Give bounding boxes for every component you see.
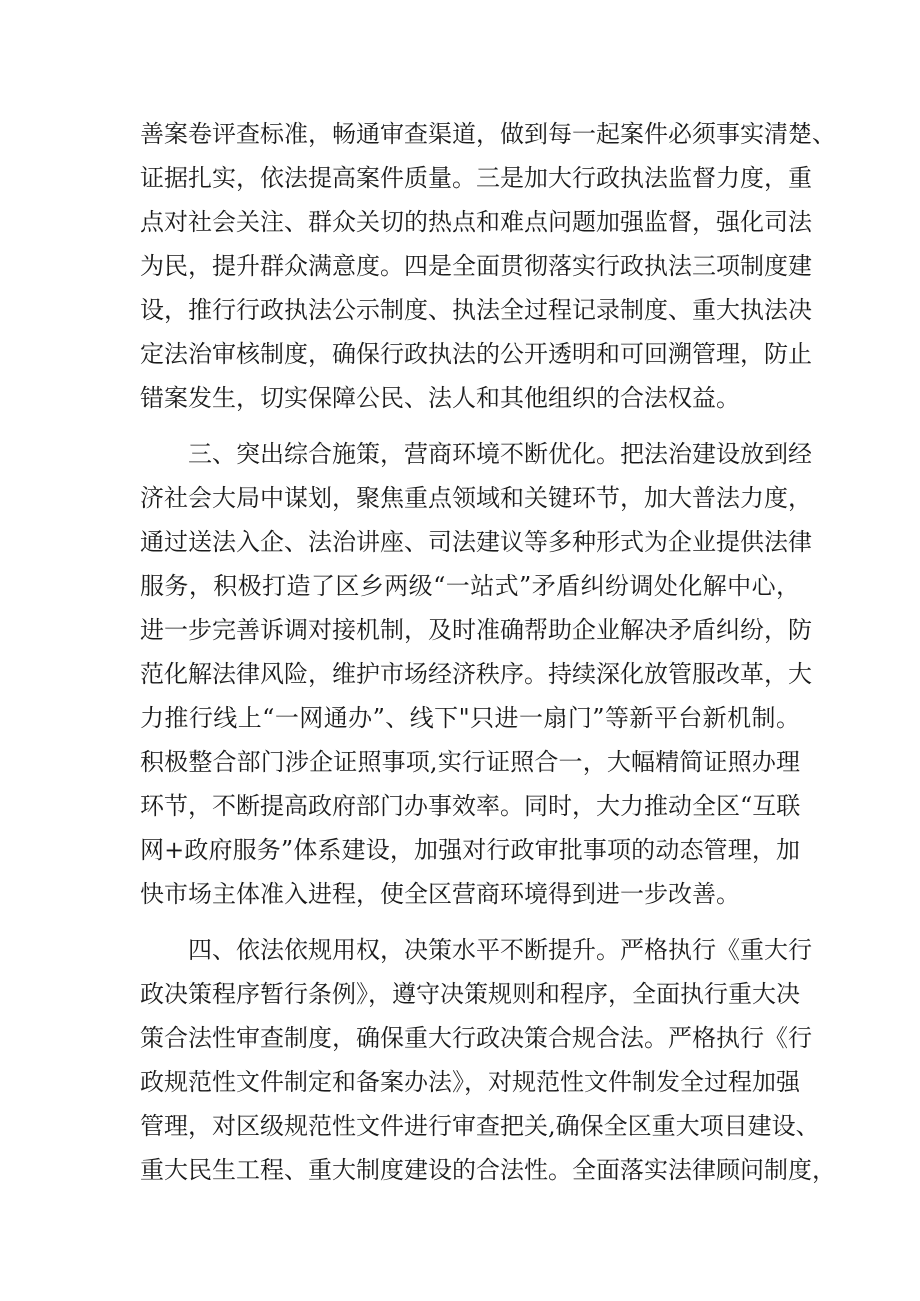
text-line: 管理，对区级规范性文件进行审查把关,确保全区重大项目建设、 xyxy=(140,1112,820,1140)
text-line: 定法治审核制度，确保行政执法的公开透明和可回溯管理，防止 xyxy=(140,340,812,368)
text-line: 通过送法入企、法治讲座、司法建议等多种形式为企业提供法律 xyxy=(140,528,812,556)
text-line: 范化解法律风险，维护市场经济秩序。持续深化放管服改革，大 xyxy=(140,660,812,688)
text-line: 政决策程序暂行条例》，遵守决策规则和程序，全面执行重大决 xyxy=(140,980,800,1008)
text-line: 善案卷评查标准，畅通审查渠道，做到每一起案件必须事实清楚、 xyxy=(140,120,836,148)
text-line: 济社会大局中谋划，聚焦重点领域和关键环节，加大普法力度， xyxy=(140,484,812,512)
text-line: 重大民生工程、重大制度建设的合法性。全面落实法律顾问制度， xyxy=(140,1156,836,1184)
text-line: 网+政府服务”体系建设，加强对行政审批事项的动态管理，加 xyxy=(140,836,800,864)
text-line: 快市场主体准入进程，使全区营商环境得到进一步改善。 xyxy=(140,880,740,908)
text-line: 政规范性文件制定和备案办法》，对规范性文件制发全过程加强 xyxy=(140,1068,800,1096)
text-line: 点对社会关注、群众关切的热点和难点问题加强监督，强化司法 xyxy=(140,208,812,236)
text-line: 进一步完善诉调对接机制，及时准确帮助企业解决矛盾纠纷，防 xyxy=(140,616,812,644)
text-line: 积极整合部门涉企证照事项,实行证照合一，大幅精简证照办理 xyxy=(140,748,800,776)
text-line: 策合法性审查制度，确保重大行政决策合规合法。严格执行《行 xyxy=(140,1024,812,1052)
text-line: 力推行线上“一网通办”、线下"只进一扇门”等新平台新机制。 xyxy=(140,704,800,732)
text-line: 为民，提升群众满意度。四是全面贯彻落实行政执法三项制度建 xyxy=(140,252,812,280)
paragraph-heading-four: 四、依法依规用权，决策水平不断提升。严格执行《重大行 xyxy=(188,936,812,964)
text-line: 设，推行行政执法公示制度、执法全过程记录制度、重大执法决 xyxy=(140,296,812,324)
text-line: 错案发生，切实保障公民、法人和其他组织的合法权益。 xyxy=(140,384,740,412)
text-line: 证据扎实，依法提高案件质量。三是加大行政执法监督力度，重 xyxy=(140,164,812,192)
text-line: 服务，积极打造了区乡两级“一站式”矛盾纠纷调处化解中心， xyxy=(140,572,800,600)
paragraph-heading-three: 三、突出综合施策，营商环境不断优化。把法治建设放到经 xyxy=(188,440,812,468)
text-line: 环节，不断提高政府部门办事效率。同时，大力推动全区“互联 xyxy=(140,792,801,820)
